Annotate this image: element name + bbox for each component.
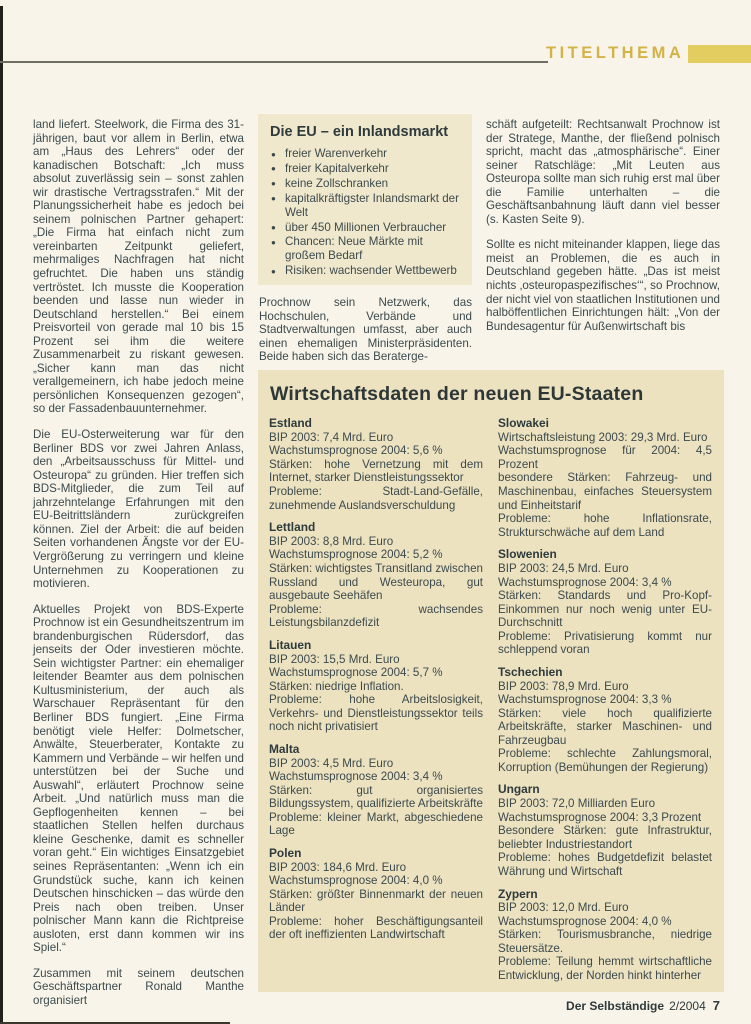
country-detail: Probleme: kleiner Markt, abgeschiedene Lage (269, 810, 483, 838)
country-detail: Wachstumsprognose 2004: 3,4 % (498, 575, 672, 589)
country-detail: Probleme: hohes Budgetdefizit belastet Währung und Wirtschaft (498, 851, 712, 878)
country-name: Zypern (498, 886, 538, 901)
country-entry (269, 521, 483, 630)
country-detail: Wachstumsprognose 2004: 4,0 % (269, 874, 443, 888)
middle-column (259, 296, 472, 376)
country-detail: Probleme: wachsendes Leistungsbilanzdefizit (269, 602, 483, 630)
country-entry (269, 743, 483, 838)
magazine-name: Der Selbständige (566, 999, 665, 1013)
country-detail: Probleme: hohe Arbeitslosigkeit, Verkehrs- und Dienstleistungssektor teils noch nicht privatisiert (269, 693, 483, 734)
country-detail: Wachstumsprognose 2004: 3,3 Prozent (498, 810, 702, 824)
section-title: TITELTHEMA (546, 44, 685, 62)
country-detail: Probleme: hohe Inflationsrate, Strukturschwäche auf dem Land (498, 512, 712, 539)
country-entry (498, 888, 712, 983)
country-name: Malta (269, 741, 300, 756)
page-number: 7 (712, 998, 720, 1013)
country-name: Slowenien (498, 547, 557, 562)
body-paragraph: schäft aufgeteilt: Rechtsanwalt Prochnow ist der Stratege, Manthe, der fließend polnisch spricht, macht das „atmosphärische“. Einer seiner Ratschläge: „Mit Leuten aus Osteuropa sollte man sich ruhig erst mal über die Familie unterhalten – die Geschäftsanbahnung läuft dann viel besser (s. Kasten Seite 9). (486, 118, 720, 226)
country-detail: BIP 2003: 7,4 Mrd. Euro (269, 430, 394, 444)
country-detail: Stärken: viele hoch qualifizierte Arbeitskräfte, starker Maschinen- und Fahrzeugbau (498, 706, 712, 747)
body-paragraph: Prochnow sein Netzwerk, das Hochschulen, Verbände und Stadtverwaltungen umfasst, aber auch einen ehemaligen Ministerpräsidenten. Beide haben sich das Beraterge- (259, 296, 472, 364)
country-detail: Wachstumsprognose 2004: 5,2 % (269, 548, 443, 562)
country-detail: Stärken: größter Binnenmarkt der neuen Länder (269, 887, 483, 915)
country-entry (498, 417, 712, 539)
bullet-item: ● freier Kapitalverkehr (283, 162, 463, 176)
country-detail: BIP 2003: 4,5 Mrd. Euro (269, 756, 394, 770)
country-detail: BIP 2003: 72,0 Milliarden Euro (498, 797, 656, 811)
body-paragraph: Die EU-Osterweiterung war für den Berliner BDS vor zwei Jahren Anlass, den „Arbeitsausschuss für Mittel- und Osteuropa“ zu gründen. Hier treffen sich BDS-Mitglieder, die zum Teil auf jahrzehntelange Erfahrungen mit den EU-Beitrittsländern zurückgreifen können. Ziel der Arbeit: die auf beiden Seiten vorhandenen Ängste vor der EU-Vergrößerung zu verringern und kleine Unternehmen zu Kooperationen zu motivieren. (33, 428, 244, 591)
country-entry (498, 548, 712, 657)
econ-column-right (498, 417, 712, 992)
header-rule (0, 61, 548, 63)
country-name: Litauen (269, 637, 312, 652)
body-paragraph: Zusammen mit seinem deutschen Geschäftspartner Ronald Manthe organisiert (33, 966, 244, 1007)
body-paragraph: Sollte es nicht miteinander klappen, liege das meist an Problemen, die es auch in Deutschland gegeben hätte. „Das ist meist nichts ‚osteuropaspezifisches‘“, so Prochnow, der nicht viel von staatlichen Institutionen und halböffentlichen Einrichtungen hält: „Von der Bundesagentur für Außenwirtschaft bis (486, 238, 720, 333)
infobox-bullet-list (270, 147, 463, 278)
country-detail: Wirtschaftsleistung 2003: 29,3 Mrd. Euro (498, 430, 708, 444)
country-detail: Probleme: schlechte Zahlungsmoral, Korruption (Bemühungen der Regierung) (498, 747, 712, 774)
country-name: Tschechien (498, 664, 563, 679)
country-detail: Probleme: hoher Beschäftigungsanteil der oft ineffizienten Landwirtschaft (269, 914, 483, 942)
country-detail: Besondere Stärken: gute Infrastruktur, beliebter Industriestandort (498, 824, 712, 851)
country-detail: BIP 2003: 8,8 Mrd. Euro (269, 534, 394, 548)
infobox-title: Die EU – ein Inlandsmarkt (270, 124, 449, 140)
country-entry (269, 639, 483, 734)
country-detail: Wachstumsprognose 2004: 3,3 % (498, 693, 672, 707)
country-entry (269, 847, 483, 942)
bullet-item: ● keine Zollschranken (283, 177, 463, 191)
country-entry (498, 666, 712, 775)
country-detail: Wachstumsprognose 2004: 3,4 % (269, 770, 443, 784)
eu-infobox (258, 114, 472, 285)
scan-edge-left (0, 6, 3, 1024)
country-detail: Stärken: niedrige Inflation. (269, 679, 404, 693)
country-detail: Wachstumsprognose 2004: 4,0 % (498, 914, 672, 928)
bullet-item: ● freier Warenverkehr (283, 147, 463, 161)
header-accent-block (688, 45, 751, 63)
country-name: Estland (269, 416, 312, 430)
econ-box-columns (269, 417, 712, 992)
country-detail: Stärken: Tourismusbranche, niedrige Steuersätze. (498, 928, 712, 955)
issue-number: 2/2004 (669, 999, 706, 1013)
country-name: Ungarn (498, 782, 540, 797)
country-detail: Stärken: gut organisiertes Bildungssystem, qualifizierte Arbeitskräfte (269, 783, 483, 811)
country-name: Slowakei (498, 416, 549, 430)
country-detail: BIP 2003: 78,9 Mrd. Euro (498, 679, 629, 693)
country-detail: BIP 2003: 24,5 Mrd. Euro (498, 561, 629, 575)
body-paragraph: Aktuelles Projekt von BDS-Experte Prochnow ist ein Gesundheitszentrum im brandenburgischen Rüdersdorf, das jenseits der Oder investieren möchte. Sein wichtigster Partner: ein ehemaliger leitender Beamter aus dem polnischen Kultusministerium, der auch als Warschauer Repräsentant für den Berliner BDS fungiert. „Eine Firma benötigt viele Helfer: Dolmetscher, Anwälte, Steuerberater, Kontakte zu Kammern und Verbände – wir helfen und unterstützen bei der Suche und Auswahl“, erläutert Prochnow seine Arbeit. „Und natürlich muss man die Gepflogenheiten kennen – bei staatlichen Stellen helfen durchaus kleine Geschenke, damit es schneller voran geht.“ Ein wichtiges Einsatzgebiet seines Repräsentanten: „Wenn ich ein Grundstück suche, kann ich keinen Deutschen hinschicken – das würde den Preis nach oben treiben. Unser polnischer Mann kann die Richtpreise ausloten, erst dann kommen wir ins Spiel.“ (33, 602, 244, 955)
econ-box-title: Wirtschaftsdaten der neuen EU-Staaten (270, 383, 644, 405)
econ-data-box (258, 370, 724, 992)
country-detail: Wachstumsprognose 2004: 5,7 % (269, 666, 443, 680)
country-detail: Probleme: Teilung hemmt wirtschaftliche Entwicklung, der Norden hinkt hinterher (498, 955, 712, 983)
bullet-item: ● über 450 Millionen Verbraucher (283, 221, 463, 235)
country-detail: Probleme: Stadt-Land-Gefälle, zunehmende Auslandsverschuldung (269, 484, 483, 512)
country-name: Lettland (269, 520, 316, 535)
country-detail: BIP 2003: 15,5 Mrd. Euro (269, 652, 400, 666)
country-detail: Wachstumsprognose für 2004: 4,5 Prozent (498, 444, 712, 471)
country-detail: Stärken: Standards und Pro-Kopf-Einkommen nur noch wenig unter EU-Durchschnitt (498, 589, 712, 630)
bullet-item: ● kapitalkräftigster Inlandsmarkt der Welt (283, 192, 463, 220)
country-detail: Wachstumsprognose 2004: 5,6 % (269, 444, 443, 458)
country-detail: besondere Stärken: Fahrzeug- und Maschinenbau, einfaches Steuersystem und Einheitstarif (498, 471, 712, 512)
country-entry (269, 417, 483, 512)
bullet-item: ● Chancen: Neue Märkte mit großem Bedarf (283, 235, 463, 263)
body-paragraph: land liefert. Steelwork, die Firma des 31-jährigen, baut vor allem in Berlin, etwa am „Haus des Lehrers“ oder der kanadischen Botschaft: „Ich muss absolut zuverlässig sein – sonst zahlen wir drastische Vertragsstrafen.“ Mit der Planungssicherheit habe es jedoch bei seinem polnischen Partner gehapert: „Die Firma hat einfach nicht zum vereinbarten Zeitpunkt geliefert, mehrmaliges Nachfragen hat nicht gefruchtet. Die haben uns ständig vertröstet. Ich musste die Kooperation beenden und lasse nun wieder in Deutschland herstellen.“ Bei einem Preisvorteil von gerade mal 10 bis 15 Prozent sei ihm die weitere Zusammenarbeit zu riskant gewesen. „Sicher kann man das nicht verallgemeinern, ich habe jedoch meine persönlichen Konsequenzen gezogen“, so der Fassadenbauunternehmer. (33, 118, 244, 416)
bullet-item: ● Risiken: wachsender Wettbewerb (283, 264, 463, 278)
country-detail: Stärken: wichtigstes Transitland zwischen Russland und Westeuropa, gut ausgebaute Seehäfen (269, 561, 483, 603)
country-detail: BIP 2003: 184,6 Mrd. Euro (269, 860, 407, 874)
country-detail: Probleme: Privatisierung kommt nur schleppend voran (498, 629, 712, 657)
left-column (33, 118, 244, 1019)
econ-column-left (269, 417, 483, 992)
country-name: Polen (269, 845, 302, 860)
country-detail: Stärken: hohe Vernetzung mit dem Internet, starker Dienstleistungssektor (269, 457, 483, 485)
page-footer (566, 998, 720, 1013)
right-column (486, 118, 720, 345)
country-detail: BIP 2003: 12,0 Mrd. Euro (498, 901, 629, 915)
country-entry (498, 783, 712, 878)
